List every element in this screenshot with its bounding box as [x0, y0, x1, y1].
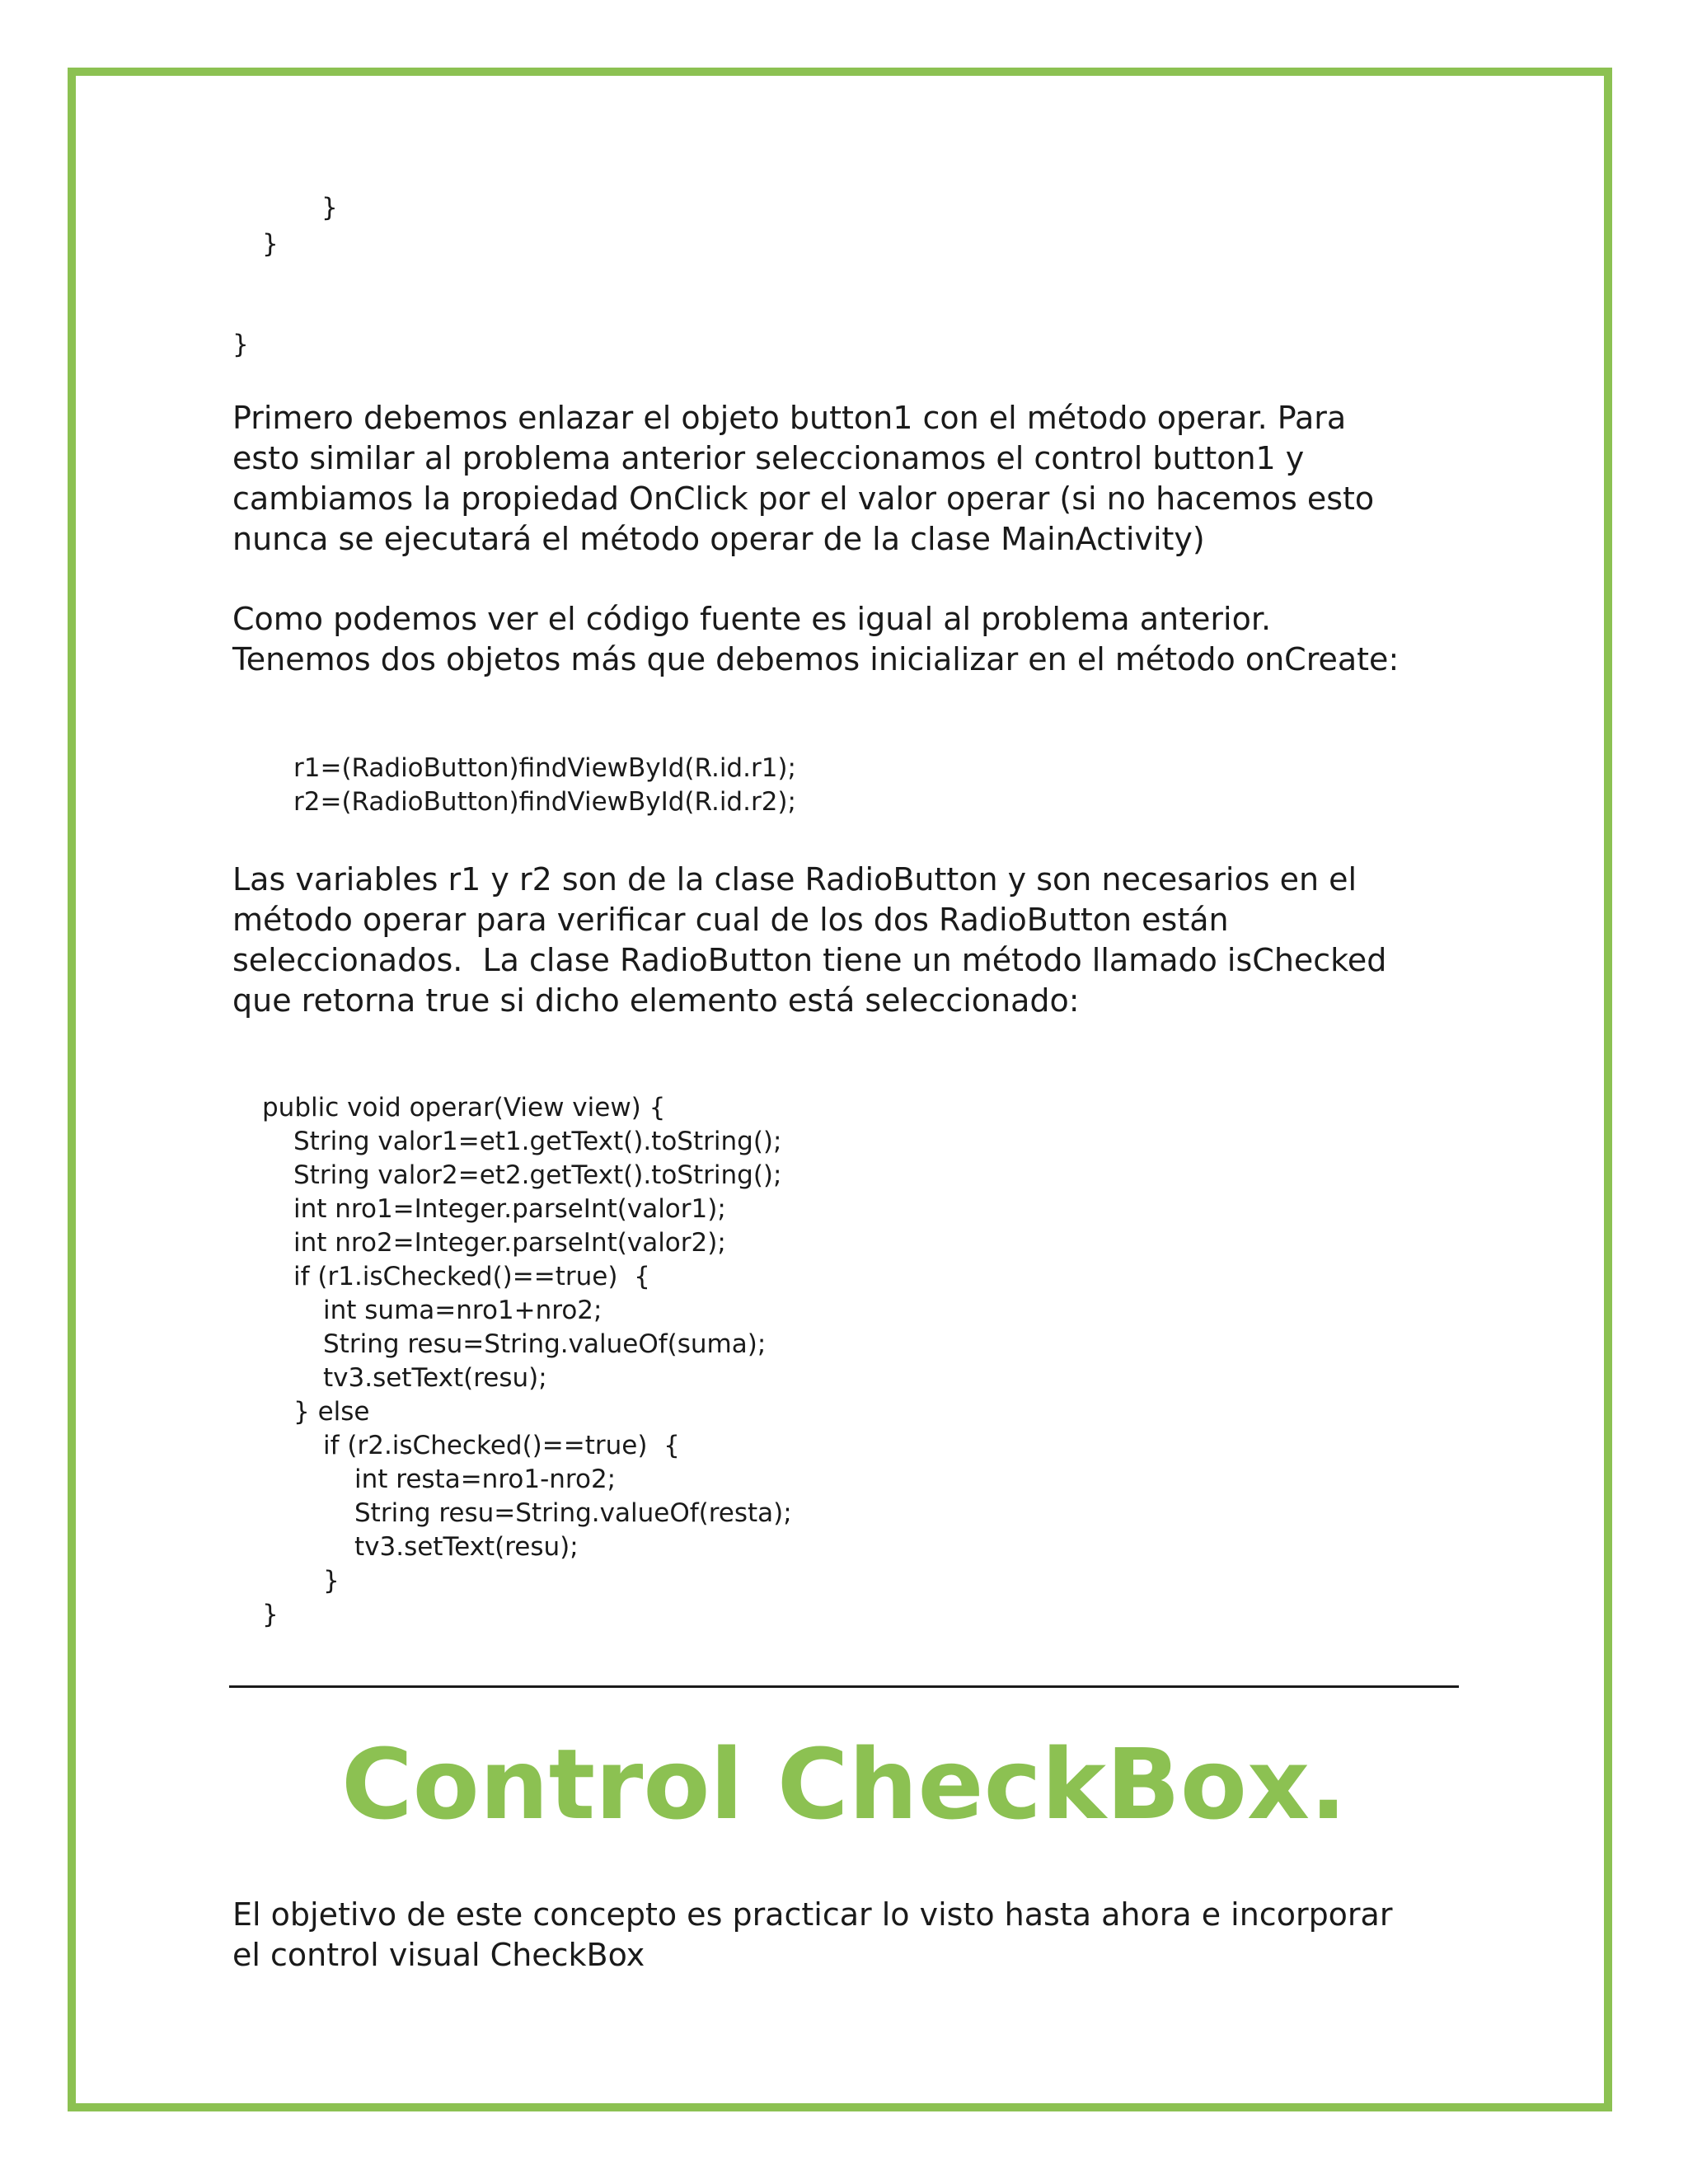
- paragraph-line: el control visual CheckBox: [232, 1937, 645, 1973]
- code-line: public void operar(View view) {: [262, 1093, 666, 1122]
- code-closing-brace: }: [321, 193, 338, 223]
- code-line: tv3.setText(resu);: [323, 1363, 547, 1393]
- code-line: String valor2=et2.getText().toString();: [293, 1160, 782, 1190]
- code-line: int suma=nro1+nro2;: [323, 1296, 603, 1325]
- code-line: String valor1=et1.getText().toString();: [293, 1127, 782, 1156]
- code-closing-brace: }: [262, 229, 279, 259]
- paragraph-line: Primero debemos enlazar el objeto button1 con el método operar. Para: [232, 400, 1347, 436]
- code-line: String resu=String.valueOf(resta);: [354, 1498, 792, 1528]
- paragraph-line: método operar para verificar cual de los dos RadioButton están: [232, 902, 1229, 938]
- paragraph-line: nunca se ejecutará el método operar de la clase MainActivity): [232, 521, 1205, 557]
- code-line: if (r2.isChecked()==true) {: [323, 1431, 680, 1460]
- code-line: }: [262, 1600, 279, 1629]
- code-line: int nro2=Integer.parseInt(valor2);: [293, 1228, 726, 1258]
- code-line: r1=(RadioButton)findViewById(R.id.r1);: [293, 753, 796, 783]
- paragraph-line: Tenemos dos objetos más que debemos inicializar en el método onCreate:: [232, 641, 1400, 677]
- paragraph-line: seleccionados. La clase RadioButton tiene un método llamado isChecked: [232, 942, 1387, 978]
- section-heading: Control CheckBox.: [341, 1727, 1347, 1841]
- code-line: if (r1.isChecked()==true) {: [293, 1262, 650, 1291]
- code-line: String resu=String.valueOf(suma);: [323, 1329, 767, 1359]
- paragraph-line: El objetivo de este concepto es practicar lo visto hasta ahora e incorporar: [232, 1896, 1393, 1933]
- paragraph-line: que retorna true si dicho elemento está seleccionado:: [232, 982, 1080, 1019]
- code-line: } else: [293, 1397, 370, 1427]
- paragraph-line: Las variables r1 y r2 son de la clase RadioButton y son necesarios en el: [232, 861, 1357, 898]
- code-line: int resta=nro1-nro2;: [354, 1465, 617, 1494]
- code-closing-brace: }: [232, 330, 249, 359]
- section-divider: [229, 1685, 1459, 1688]
- paragraph-line: Como podemos ver el código fuente es igual al problema anterior.: [232, 601, 1272, 637]
- paragraph-line: cambiamos la propiedad OnClick por el valor operar (si no hacemos esto: [232, 480, 1375, 517]
- paragraph-line: esto similar al problema anterior seleccionamos el control button1 y: [232, 440, 1305, 476]
- code-line: }: [323, 1566, 340, 1596]
- code-line: int nro1=Integer.parseInt(valor1);: [293, 1194, 726, 1224]
- code-line: r2=(RadioButton)findViewById(R.id.r2);: [293, 787, 796, 817]
- code-line: tv3.setText(resu);: [354, 1532, 579, 1562]
